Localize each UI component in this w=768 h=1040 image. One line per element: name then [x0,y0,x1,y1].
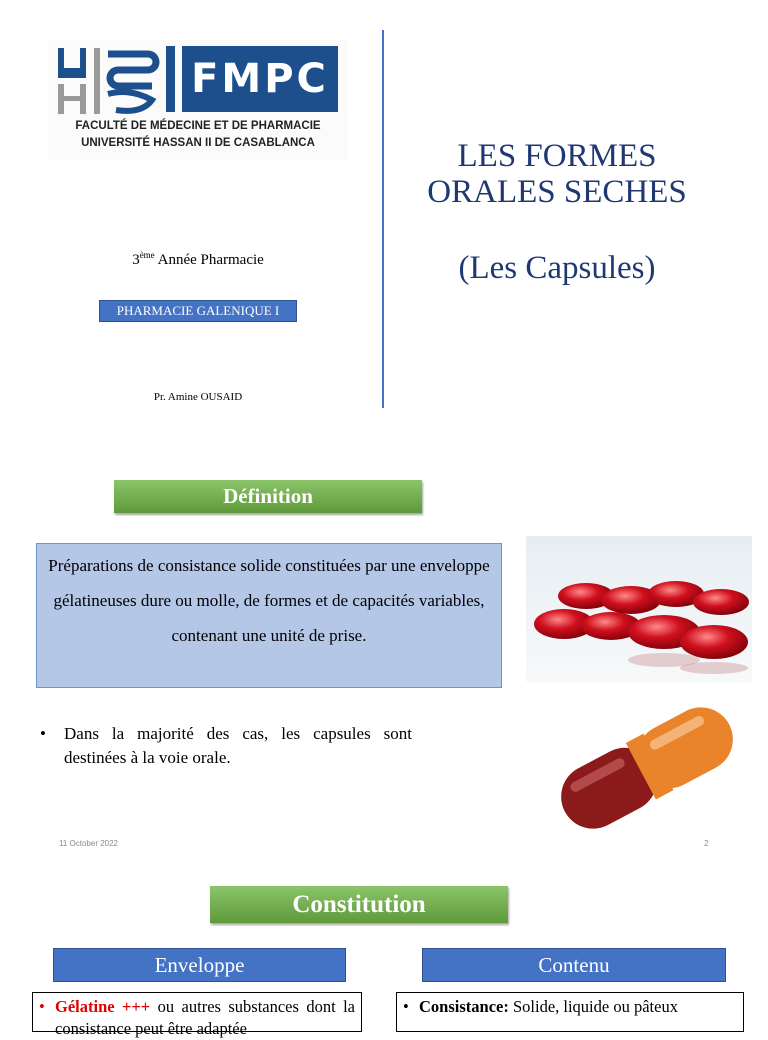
faculty-name: FACULTÉ DE MÉDECINE ET DE PHARMACIE [75,120,321,132]
university-emblem-icon [56,33,162,116]
vertical-divider [382,30,384,408]
bullet-marker: • [39,997,45,1016]
gelatine-label: Gélatine +++ [55,997,151,1016]
list-item [39,996,355,1040]
slide-date: 11 October 2022 [59,839,119,848]
faculty-logo [48,33,348,160]
enveloppe-list [32,992,362,1038]
logo-divider [166,46,175,112]
pill-capsule-image [540,700,754,836]
definition-header: Définition [114,480,422,513]
list-item-text [55,996,355,1040]
constitution-header: Constitution [210,886,508,923]
enveloppe-header: Enveloppe [53,948,346,982]
slide-subtitle: (Les Capsules) [458,250,656,286]
slide-title [392,138,722,210]
bullet-marker: • [403,997,409,1016]
soft-capsules-image [526,536,752,682]
consistance-text: Solide, liquide ou pâteux [508,997,678,1016]
year-number: 3 [132,252,140,268]
year-label [48,250,348,269]
gelatine-text: ou autres substances dont la consistance peut être adaptée [55,997,355,1038]
contenu-header: Contenu [422,948,726,982]
year-text: Année Pharmacie [154,252,264,268]
contenu-list [396,992,744,1032]
list-item [403,996,737,1018]
professor-name: Pr. Amine OUSAID [153,391,243,403]
course-badge: PHARMACIE GALENIQUE I [99,300,297,322]
logo-mark-text: UH2 [56,33,88,50]
consistance-label: Consistance: [419,997,509,1016]
title-line-2: ORALES SECHES [427,174,687,210]
definition-box: Préparations de consistance solide constituées par une enveloppe gélatineuses dure ou molle, de formes et de capacités variables, contenant une unité de prise. [36,543,502,688]
bullet-marker: • [40,724,46,743]
year-suffix: ème [139,250,155,260]
logo-acronym: FMPC [182,46,338,112]
university-name: UNIVERSITÉ HASSAN II DE CASABLANCA [81,137,315,149]
bullet-text: Dans la majorité des cas, les capsules sont destinées à la voie orale. [64,724,412,767]
title-line-1: LES FORMES [457,138,657,174]
bullet-item [40,722,412,770]
list-item-text [419,996,678,1018]
slide-number: 2 [704,839,709,848]
